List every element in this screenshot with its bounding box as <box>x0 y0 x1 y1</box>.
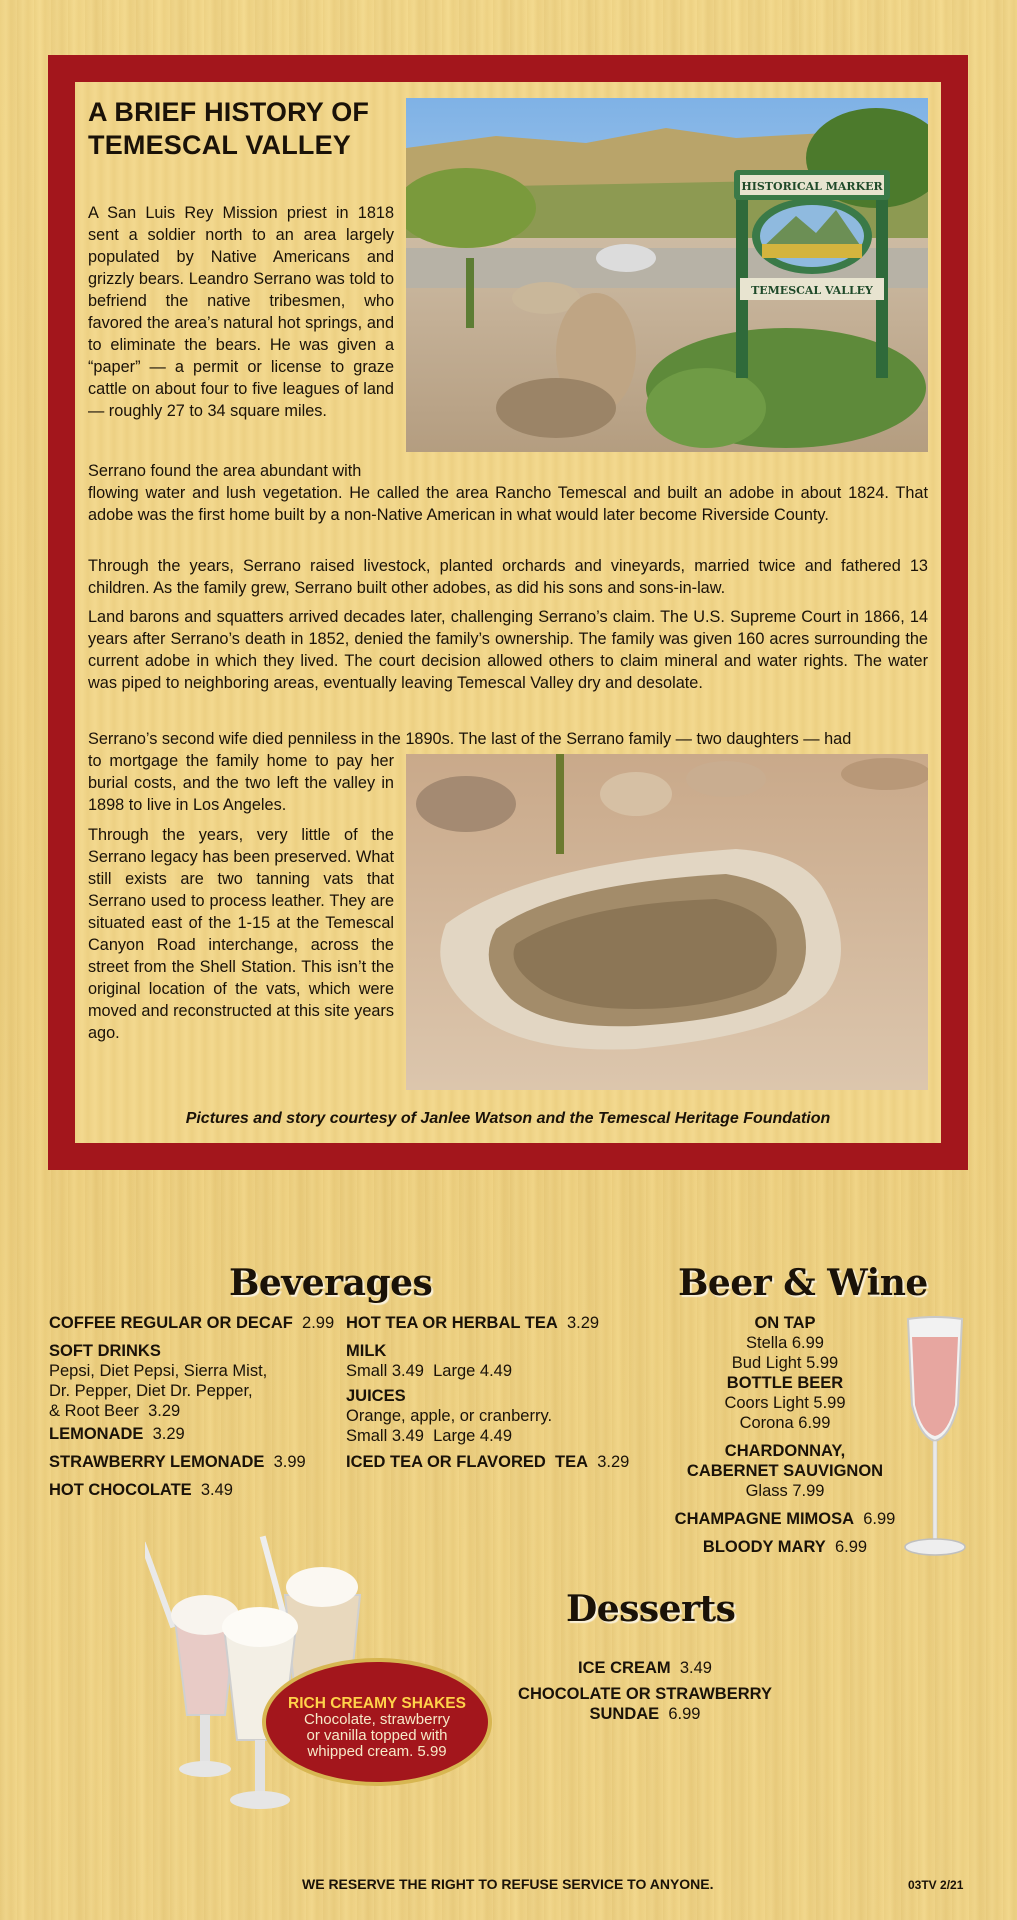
soft-drinks-price: 3.29 <box>148 1402 181 1420</box>
ice-cream-name: ICE CREAM <box>578 1659 671 1677</box>
history-title-line1: A BRIEF HISTORY OF <box>88 97 370 127</box>
history-title <box>88 96 408 162</box>
lemonade-name: LEMONADE <box>49 1425 144 1443</box>
shakes-badge <box>262 1658 492 1786</box>
lemonade-item <box>49 1424 185 1444</box>
hot-tea-item <box>346 1313 599 1333</box>
sundae-line1: CHOCOLATE OR STRAWBERRY <box>518 1685 772 1703</box>
coffee-name: COFFEE REGULAR OR DECAF <box>49 1314 293 1332</box>
soft-drinks-desc3: & Root Beer <box>49 1402 139 1420</box>
stella-item: Stella 6.99 <box>746 1334 824 1352</box>
ice-cream-price: 3.49 <box>679 1659 712 1677</box>
history-paragraph-5a: Serrano’s second wife died penniless in the 1890s. The last of the Serrano family — two daughters — had <box>88 730 852 748</box>
juices-name: JUICES <box>346 1387 406 1405</box>
mimosa-price: 6.99 <box>863 1510 896 1528</box>
champagne-glass-image <box>900 1315 970 1560</box>
shakes-line3: whipped cream. 5.99 <box>307 1743 447 1760</box>
juices-sizes: Small 3.49 Large 4.49 <box>346 1427 513 1445</box>
beer-wine-heading: Beer & Wine <box>678 1262 928 1304</box>
history-frame <box>48 55 968 1170</box>
bottle-beer-label: BOTTLE BEER <box>726 1374 844 1392</box>
hot-chocolate-price: 3.49 <box>200 1481 233 1499</box>
coffee-price: 2.99 <box>302 1314 335 1332</box>
soft-drinks-name: SOFT DRINKS <box>49 1342 161 1360</box>
history-paragraph-2b: flowing water and lush vegetation. He called the area Rancho Temescal and built an adobe in about 1824. That adobe was the first home built by a non-Native American in what would later become Riverside County. <box>88 484 928 524</box>
bloody-mary-price: 6.99 <box>834 1538 868 1556</box>
beverages-heading: Beverages <box>229 1262 433 1304</box>
cabernet-label: CABERNET SAUVIGNON <box>686 1462 884 1480</box>
historical-marker-photo <box>406 98 928 452</box>
iced-tea-item <box>346 1452 629 1472</box>
soft-drinks-desc1: Pepsi, Diet Pepsi, Sierra Mist, <box>49 1362 268 1380</box>
hot-chocolate-item <box>49 1480 233 1500</box>
shakes-line1: Chocolate, strawberry <box>304 1711 450 1728</box>
photo-credit: Pictures and story courtesy of Janlee Watson and the Temescal Heritage Foundation <box>185 1110 831 1127</box>
strawberry-lemonade-price: 3.99 <box>273 1453 306 1471</box>
on-tap-label: ON TAP <box>754 1314 816 1332</box>
milk-sizes: Small 3.49 Large 4.49 <box>346 1362 513 1380</box>
strawberry-lemonade-name: STRAWBERRY LEMONADE <box>49 1453 265 1471</box>
shakes-title: RICH CREAMY SHAKES <box>288 1695 466 1712</box>
mimosa-name: CHAMPAGNE MIMOSA <box>674 1510 855 1528</box>
coors-item: Coors Light 5.99 <box>724 1394 846 1412</box>
menu-code: 03TV 2/21 <box>908 1878 964 1892</box>
sign-bottom-text: TEMESCAL VALLEY <box>751 284 873 297</box>
iced-tea-price: 3.29 <box>597 1453 630 1471</box>
lemonade-price: 3.29 <box>152 1425 185 1443</box>
history-title-line2: TEMESCAL VALLEY <box>88 130 352 160</box>
bloody-mary-name: BLOODY MARY <box>702 1538 826 1556</box>
soft-drinks-item <box>49 1341 267 1421</box>
hot-tea-name: HOT TEA OR HERBAL TEA <box>346 1314 558 1332</box>
wine-glass-price: Glass 7.99 <box>745 1482 825 1500</box>
soft-drinks-desc2: Dr. Pepper, Diet Dr. Pepper, <box>49 1382 253 1400</box>
history-paragraph-4: Land barons and squatters arrived decades later, challenging Serrano’s claim. The U.S. Supreme Court in 1866, 14 years after Serrano’s death in 1852, denied the family’s ownership. The family was given 160 acres surrounding the current adobe in which they lived. The court decision allowed others to claim mineral and water rights. The water was piped to neighboring areas, eventually leaving Temescal Valley dry and desolate. <box>88 608 928 692</box>
juices-item <box>346 1386 552 1446</box>
corona-item: Corona 6.99 <box>739 1414 831 1432</box>
history-paragraph-2a: Serrano found the area abundant with <box>88 462 362 480</box>
juices-desc: Orange, apple, or cranberry. <box>346 1407 553 1425</box>
sundae-name: SUNDAE <box>589 1705 660 1723</box>
strawberry-lemonade-item <box>49 1452 306 1472</box>
history-panel <box>75 82 941 1143</box>
hot-tea-price: 3.29 <box>566 1314 600 1332</box>
chardonnay-label: CHARDONNAY, <box>724 1442 846 1460</box>
tanning-vat-photo <box>406 754 928 1090</box>
bud-light-item: Bud Light 5.99 <box>731 1354 839 1372</box>
desserts-heading: Desserts <box>566 1588 736 1630</box>
milk-item <box>346 1341 512 1381</box>
sundae-price: 6.99 <box>668 1705 701 1723</box>
desserts-list <box>500 1658 790 1724</box>
iced-tea-name: ICED TEA OR FLAVORED TEA <box>346 1453 589 1471</box>
history-paragraph-5b: to mortgage the family home to pay her burial costs, and the two left the valley in 1898 to live in Los Angeles. <box>88 752 394 814</box>
hot-chocolate-name: HOT CHOCOLATE <box>49 1481 192 1499</box>
coffee-item <box>49 1313 334 1333</box>
shakes-line2: or vanilla topped with <box>306 1727 448 1744</box>
history-paragraph-6: Through the years, very little of the Serrano legacy has been preserved. What still exists are two tanning vats that Serrano used to process leather. They are situated east of the 1-15 at the Temescal Canyon Road interchange, across the street from the Shell Station. This isn’t the original location of the vats, which were moved and reconstructed at this site years ago. <box>88 826 394 1042</box>
milk-name: MILK <box>346 1342 387 1360</box>
history-paragraph-3: Through the years, Serrano raised livestock, planted orchards and vineyards, married twice and fathered 13 children. As the family grew, Serrano built other adobes, as did his sons and sons-in-law. <box>88 557 928 597</box>
sign-top-text: HISTORICAL MARKER <box>741 180 883 193</box>
beer-wine-list <box>660 1313 910 1557</box>
history-paragraph-1: A San Luis Rey Mission priest in 1818 sent a soldier north to an area largely populated by Native Americans and grizzly bears. Leandro Serrano was told to befriend the native tribesmen, who favored the area’s natural hot springs, and to eliminate the bears. He was given a “paper” — a permit or license to graze cattle on about four to five leagues of land — roughly 27 to 34 square miles. <box>88 204 394 420</box>
service-notice: WE RESERVE THE RIGHT TO REFUSE SERVICE TO ANYONE. <box>302 1876 714 1892</box>
